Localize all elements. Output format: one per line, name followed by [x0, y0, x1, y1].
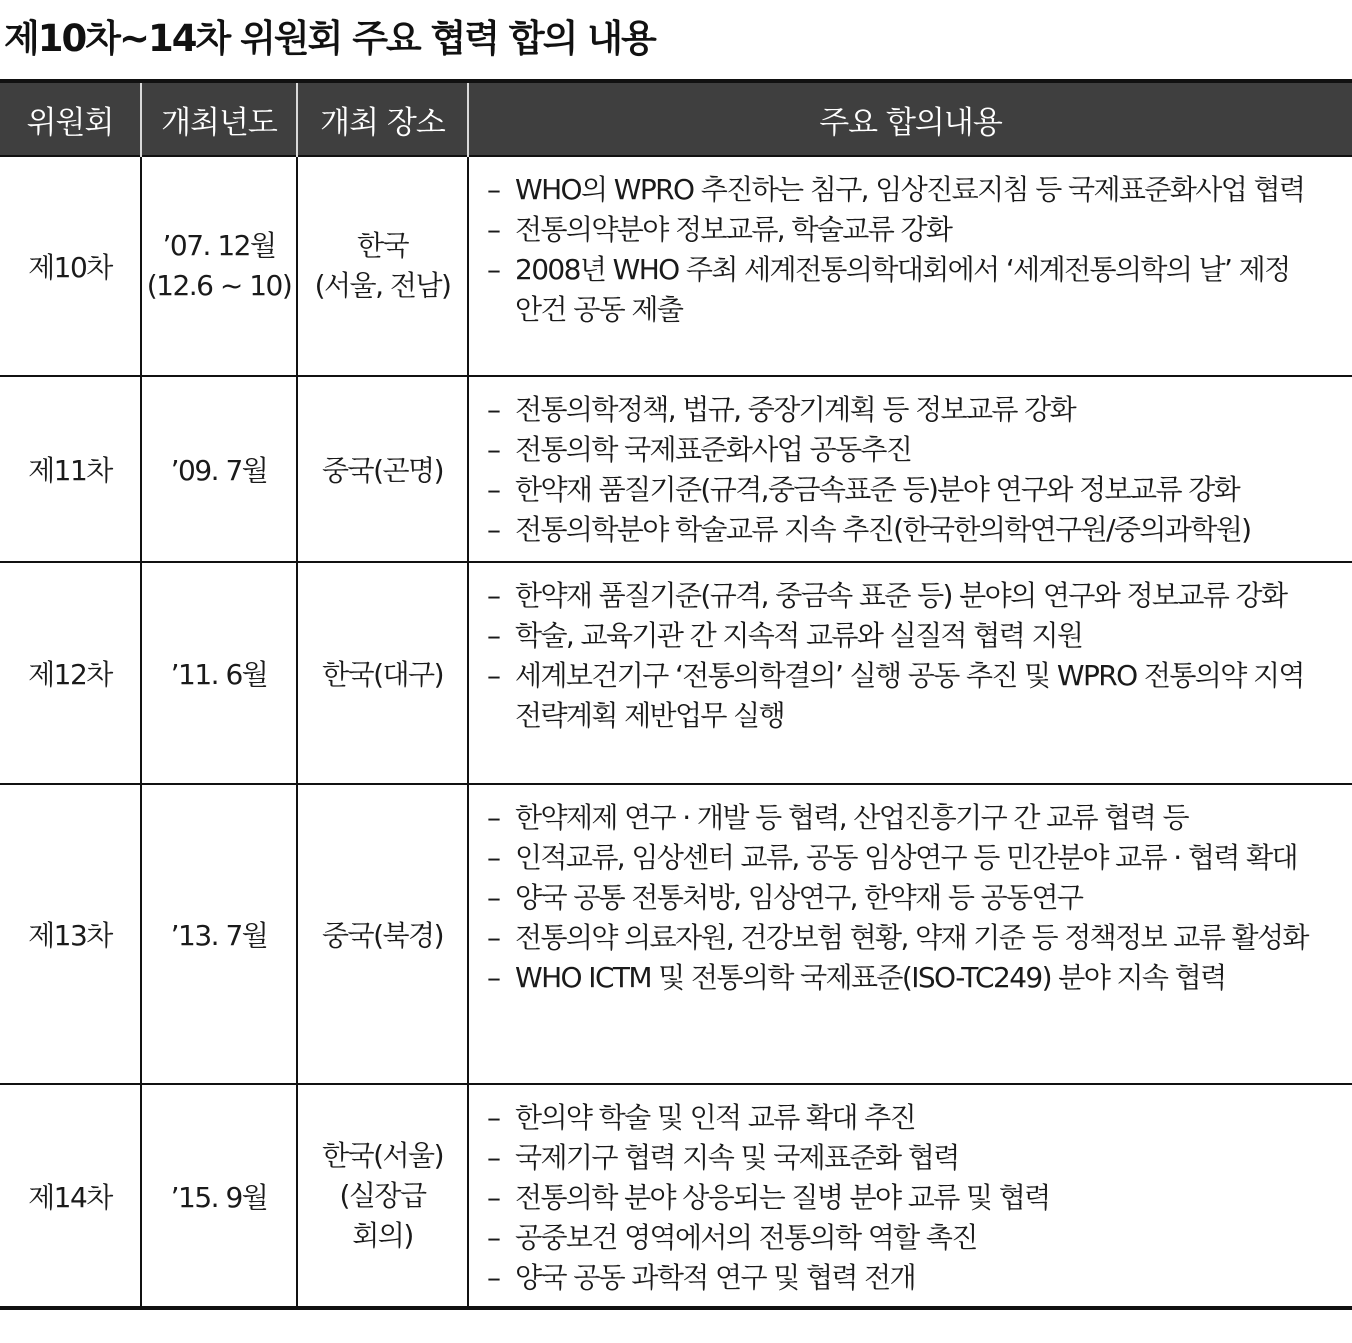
place-cell	[297, 156, 468, 376]
place-cell: 중국(곤명)	[297, 376, 468, 562]
table-row	[0, 1084, 1352, 1308]
table-row	[0, 562, 1352, 784]
committee-cell: 제14차	[0, 1084, 141, 1308]
place-cell: 중국(북경)	[297, 784, 468, 1084]
place-cell: 한국(대구)	[297, 562, 468, 784]
list-item: – 양국 공동 과학적 연구 및 협력 전개	[487, 1258, 1340, 1298]
list-item: – 양국 공통 전통처방, 임상연구, 한약재 등 공동연구	[487, 878, 1340, 918]
list-item: – 학술, 교육기관 간 지속적 교류와 실질적 협력 지원	[487, 616, 1340, 656]
year-cell: ’11. 6월	[141, 562, 297, 784]
list-item: – 한약재 품질기준(규격, 중금속 표준 등) 분야의 연구와 정보교류 강화	[487, 576, 1315, 616]
year-cell: ’15. 9월	[141, 1084, 297, 1308]
list-item: – 공중보건 영역에서의 전통의학 역할 촉진	[487, 1218, 1340, 1258]
list-item: – 세계보건기구 ‘전통의학결의’ 실행 공동 추진 및 WPRO 전통의약 지역 전략계획 제반업무 실행	[487, 656, 1330, 736]
list-item: – 한약제제 연구 · 개발 등 협력, 산업진흥기구 간 교류 협력 등	[487, 798, 1340, 838]
list-item: – 인적교류, 임상센터 교류, 공동 임상연구 등 민간분야 교류 · 협력 확대	[487, 838, 1330, 878]
year-line: ’07. 12월	[162, 229, 276, 262]
table-row	[0, 156, 1352, 376]
place-line: (실장급	[339, 1178, 426, 1212]
content-cell	[468, 376, 1352, 562]
list-item: – 2008년 WHO 주최 세계전통의학대회에서 ‘세계전통의학의 날’ 제정 안건 공동 제출	[487, 250, 1310, 330]
content-cell	[468, 1084, 1352, 1308]
list-item: – 전통의학 국제표준화사업 공동추진	[487, 430, 1340, 470]
header-content: 주요 합의내용	[468, 81, 1352, 156]
committee-cell: 제13차	[0, 784, 141, 1084]
list-item: – 전통의학분야 학술교류 지속 추진(한국한의학연구원/중의과학원)	[487, 510, 1340, 550]
header-committee: 위원회	[0, 81, 141, 156]
agreement-list	[487, 390, 1340, 550]
year-line: (12.6 ~ 10)	[146, 269, 292, 302]
place-line: (서울, 전남)	[314, 269, 451, 302]
committee-cell: 제10차	[0, 156, 141, 376]
agreement-list	[487, 170, 1340, 330]
agreement-list	[487, 1098, 1340, 1298]
content-cell	[468, 156, 1352, 376]
agreement-table	[0, 79, 1352, 1310]
list-item: – 국제기구 협력 지속 및 국제표준화 협력	[487, 1138, 1340, 1178]
list-item: – 전통의학 분야 상응되는 질병 분야 교류 및 협력	[487, 1178, 1340, 1218]
committee-cell: 제11차	[0, 376, 141, 562]
year-cell: ’13. 7월	[141, 784, 297, 1084]
place-line: 한국	[356, 229, 409, 262]
agreement-list	[487, 576, 1340, 736]
list-item: – 전통의학정책, 법규, 중장기계획 등 정보교류 강화	[487, 390, 1340, 430]
table-row	[0, 376, 1352, 562]
list-item: – 한약재 품질기준(규격,중금속표준 등)분야 연구와 정보교류 강화	[487, 470, 1340, 510]
table-row	[0, 784, 1352, 1084]
list-item: – 전통의약분야 정보교류, 학술교류 강화	[487, 210, 1340, 250]
header-year: 개최년도	[141, 81, 297, 156]
agreement-list	[487, 798, 1340, 998]
content-cell	[468, 784, 1352, 1084]
committee-cell: 제12차	[0, 562, 141, 784]
list-item: – 한의약 학술 및 인적 교류 확대 추진	[487, 1098, 1340, 1138]
page-title: 제10차~14차 위원회 주요 협력 합의 내용	[4, 17, 655, 60]
place-line: 한국(서울)	[321, 1138, 444, 1172]
year-cell	[141, 156, 297, 376]
header-row	[0, 81, 1352, 156]
list-item: – WHO의 WPRO 추진하는 침구, 임상진료지침 등 국제표준화사업 협력	[487, 170, 1305, 210]
year-cell: ’09. 7월	[141, 376, 297, 562]
place-cell	[297, 1084, 468, 1308]
content-cell	[468, 562, 1352, 784]
list-item: – 전통의약 의료자원, 건강보험 현황, 약재 기준 등 정책정보 교류 활성화	[487, 918, 1315, 958]
header-place: 개최 장소	[297, 81, 468, 156]
list-item: – WHO ICTM 및 전통의학 국제표준(ISO-TC249) 분야 지속 협력	[487, 958, 1340, 998]
place-line: 회의)	[352, 1218, 413, 1252]
